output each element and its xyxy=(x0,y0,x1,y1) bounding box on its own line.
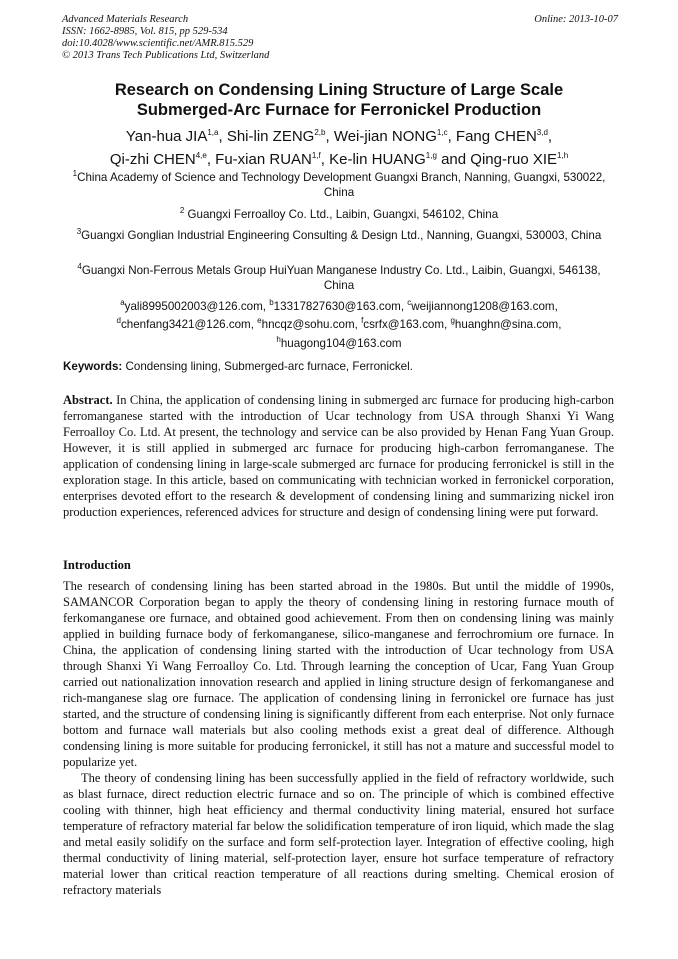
author: Fang CHEN$^{3,d}$, xyxy=(455,128,553,145)
journal-doi: doi:10.4028/www.scientific.net/AMR.815.529 xyxy=(62,38,254,49)
email[interactable]: $^e$hncqz@sohu.com xyxy=(257,316,355,332)
journal-issn: ISSN: 1662-8985, Vol. 815, pp 529-534 xyxy=(62,26,228,37)
author-list xyxy=(60,123,618,169)
affiliation-3: $^3$Guangxi Gonglian Industrial Engineering Consulting & Design Ltd., Nanning, Guangxi, 530003, China xyxy=(76,227,602,242)
affiliation-2: $^2$ Guangxi Ferroalloy Co. Ltd., Laibin, Guangxi, 546102, China xyxy=(179,206,499,221)
paper-title xyxy=(60,80,618,120)
journal-copyright: © 2013 Trans Tech Publications Ltd, Switzerland xyxy=(62,50,270,61)
author: Fu-xian RUAN$^{1,f}$, xyxy=(215,151,330,168)
author: Shi-lin ZENG$^{2,b}$, xyxy=(226,128,334,145)
paragraph: The research of condensing lining has been started abroad in the 1980s. But until the middle of 1990s, SAMANCOR Corporation began to apply the theory of condensing lining in restoring furnace mouth of ferkomanganese ore furnace, and obtained good achievement. From then on condensing lining was mainly applied in building furnace body of ferkomanganese, silico-manganese and ferrochromium ore furnace. In China, the application of condensing lining started with the introduction of Ucar technology from USA through Shanxi Yi Wang Ferroalloy Co. Ltd. Through learning the conception of Ucar, Fang Yuan Group carried out nationalization innovation research and applied in lining structure design of ferkomanganese and rich-manganese slag ore furnace. The application of condensing lining in ferronickel ore furnace has just started, and the structure of condensing lining is significantly different from each enterprise. Not only furnace bottom and furnace wall materials but also cooling methods exist a great deal of difference. Although condensing lining is more suitable for producing ferronickel, it still has not a mature and successful model to popularize yet. xyxy=(63,579,614,769)
email[interactable]: $^a$yali8995002003@126.com xyxy=(120,298,263,313)
author-emails: $^a$yali8995002003@126.com, $^b$13317827630@163.com, $^c$weijiannong1208@163.com, $^d$chenfang3421@126.com, $^e$hncqz@sohu.com, $^f$csrfx@163.com, $^g$huanghn@sina.com, $^h$huagong104@163.com xyxy=(116,298,562,350)
keywords xyxy=(63,359,619,374)
online-date: Online: 2013-10-07 xyxy=(534,14,618,25)
abstract-text: In China, the application of condensing lining in submerged arc furnace for producing high-carbon ferromanganese started with the introduction of Ucar technology from USA through Shanxi Yi Wang Ferroalloy Co. Ltd. At present, the technology and service can be also provided by Henan Fang Yuan Group. However, it is still applied in submerged arc furnace for producing high-carbon ferromanganese. The application of condensing lining in large-scale submerged arc furnace for producing ferronickel is still in the exploration stage. In this article, based on communicating with technician worked in ferronickel corporation, enterprises devoted effort to the research & development of condensing lining and summarizing nickel iron production experiences, referenced advices for structure and design of condensing lining were put forward. xyxy=(63,393,614,519)
email[interactable]: $^b$13317827630@163.com xyxy=(269,298,401,313)
affiliation-1: $^1$China Academy of Science and Technology Development Guangxi Branch, Nanning, Guangxi, 530022, China xyxy=(72,169,606,199)
introduction-body xyxy=(63,578,614,898)
keywords-text: Condensing lining, Submerged-arc furnace, Ferronickel. xyxy=(122,360,413,373)
author: Yan-hua JIA$^{1,a}$, xyxy=(125,128,227,145)
email[interactable]: $^g$huanghn@sina.com xyxy=(450,316,559,332)
section-heading-introduction: Introduction xyxy=(63,558,131,572)
title-line-2: Submerged-Arc Furnace for Ferronickel Production xyxy=(136,101,542,119)
keywords-label: Keywords: xyxy=(63,360,123,373)
author: Qi-zhi CHEN$^{4,e}$, xyxy=(109,151,216,168)
author: Qing-ruo XIE$^{1,h}$ xyxy=(470,151,569,168)
author: Ke-lin HUANG$^{1,g}$ and xyxy=(329,151,471,168)
journal-name: Advanced Materials Research xyxy=(62,14,189,25)
affiliation-4: $^4$Guangxi Non-Ferrous Metals Group HuiYuan Manganese Industry Co. Ltd., Laibin, Guangxi, 546138, China xyxy=(77,262,601,292)
author: Wei-jian NONG$^{1,c}$, xyxy=(333,128,456,145)
journal-header xyxy=(62,14,618,62)
email[interactable]: $^h$huagong104@163.com xyxy=(276,334,402,350)
paragraph: The theory of condensing lining has been successfully applied in the field of refractory worldwide, such as blast furnace, direct reduction electric furnace and so on. The principle of which is combined effective cooling with thinner, high heat efficiency and thermal conductivity lining material, ensured hot surface temperature of refractory material far below the solidification temperature of iron liquid, which made the slag and metal easily solidify on the surface and form self-protection layer. Integration of effective cooling, high thermal conductivity of lining material, self-protection layer, ensure hot surface temperature of refractory material lower than critical reaction temperature of all reactions during smelting. Chemical erosion of refractory materials xyxy=(63,771,614,897)
email[interactable]: $^d$chenfang3421@126.com xyxy=(116,316,251,332)
abstract xyxy=(63,392,614,520)
abstract-label: Abstract. xyxy=(63,393,113,407)
title-line-1: Research on Condensing Lining Structure of Large Scale xyxy=(114,81,564,99)
email[interactable]: $^c$weijiannong1208@163.com xyxy=(407,298,555,313)
email[interactable]: $^f$csrfx@163.com xyxy=(361,316,445,332)
